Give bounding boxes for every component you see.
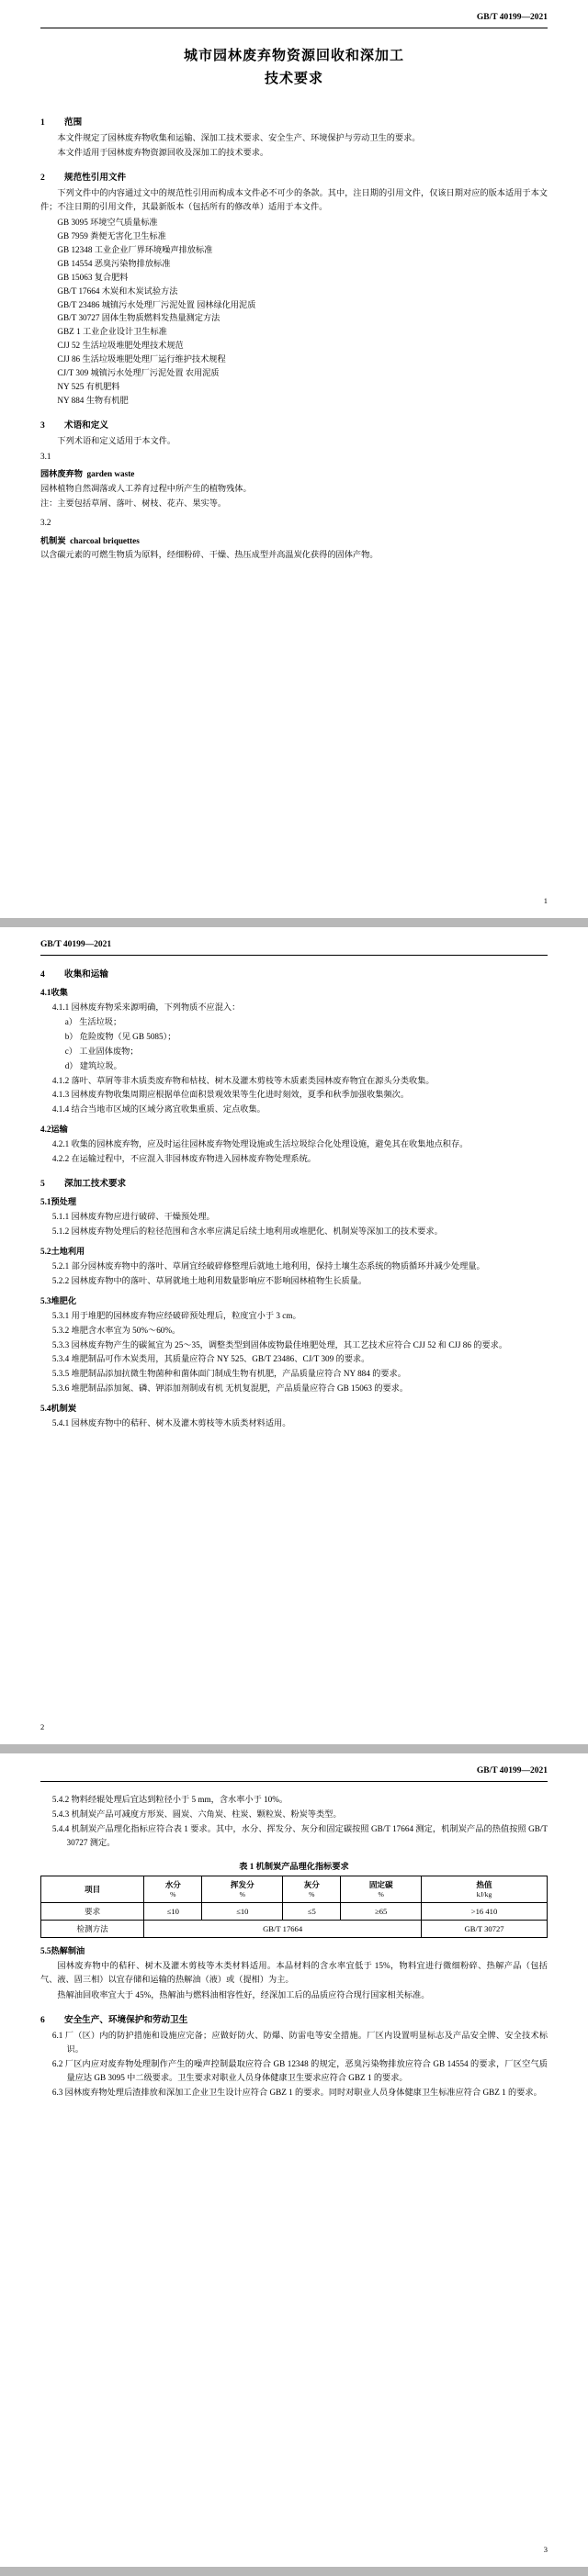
clause-number-5-4-2: 5.4.2 bbox=[51, 1795, 70, 1804]
subsection-heading-5-5 bbox=[40, 1943, 548, 1956]
clause-6-2 bbox=[40, 2057, 548, 2085]
subsection-heading-5-4 bbox=[40, 1401, 548, 1414]
subsection-number-4-2: 4.2 bbox=[40, 1125, 51, 1135]
subsection-title-5-4: 机制炭 bbox=[51, 1404, 77, 1414]
clause-6-3 bbox=[40, 2086, 548, 2100]
reference-item: GB 7959 粪便无害化卫生标准 bbox=[57, 231, 166, 241]
table-row bbox=[41, 1921, 548, 1938]
clause-text-4-2-1: 收集的园林废弃物，应及时运往园林废弃物处理设施或生活垃圾综合化处理设施，避免其在收集地点积存。 bbox=[71, 1139, 469, 1149]
term-3-1-note bbox=[40, 497, 548, 510]
clause-6-1 bbox=[40, 2029, 548, 2056]
table-header-cell-ash bbox=[283, 1876, 341, 1903]
clause-number-4-2-1: 4.2.1 bbox=[51, 1139, 70, 1149]
clause-number-5-2-1: 5.2.1 bbox=[51, 1260, 70, 1271]
reference-item: GBZ 1 工业企业设计卫生标准 bbox=[57, 327, 167, 337]
table-cell: GB/T 30727 bbox=[422, 1921, 548, 1938]
section-heading-2 bbox=[40, 170, 548, 183]
table-header-label: 热值 bbox=[476, 1879, 492, 1889]
term-3-2-en: charcoal briquettes bbox=[70, 535, 140, 545]
clause-5-3-6 bbox=[40, 1382, 548, 1395]
clause-4-1-4 bbox=[40, 1103, 548, 1116]
table-header-label: 挥发分 bbox=[230, 1879, 254, 1889]
section-title-3: 术语和定义 bbox=[64, 420, 108, 431]
clause-5-3-5 bbox=[40, 1367, 548, 1381]
refs-intro-para: 下列文件中的内容通过文中的规范性引用而构成本文件必不可少的条款。其中，注日期的引用文件，仅该日期对应的版本适用于本文件；不注日期的引用文件，其最新版本（包括所有的修改单）适用于本文件。 bbox=[40, 188, 548, 212]
clause-number-5-1-1: 5.1.1 bbox=[51, 1212, 70, 1222]
table-row-label: 检测方法 bbox=[41, 1921, 144, 1938]
subsection-title-5-3: 堆肥化 bbox=[51, 1295, 77, 1305]
subsection-number-5-5: 5.5 bbox=[40, 1946, 51, 1956]
clause-4-1-3 bbox=[40, 1088, 548, 1102]
table-header-row bbox=[41, 1876, 548, 1903]
term-3-1-heading bbox=[40, 467, 548, 481]
table-header-unit: % bbox=[378, 1889, 384, 1898]
normative-reference-list bbox=[40, 216, 548, 408]
clause-5-4-4 bbox=[40, 1822, 548, 1850]
clause-4-1-1-item-d: d） 建筑垃圾。 bbox=[64, 1060, 122, 1070]
clause-number-4-1-4: 4.1.4 bbox=[51, 1104, 70, 1114]
reference-item: GB/T 30727 固体生物质燃料发热量测定方法 bbox=[57, 313, 220, 323]
clause-text-6-2: 厂区内应对废弃物处理制作产生的噪声控制最取应符合 GB 12348 的规定，恶臭污染物排放应符合 GB 14554 的要求，厂区空气质量应达 GB 3095 中二级要求。卫生要求对职业人员身体健康卫生要求应符合 GBZ 1 的要求。 bbox=[64, 2058, 548, 2082]
scope-para-1: 本文件规定了园林废弃物收集和运输、深加工技术要求、安全生产、环境保护与劳动卫生的要求。 bbox=[57, 132, 421, 142]
section-number-2: 2 bbox=[40, 173, 45, 184]
clause-text-5-4-1: 园林废弃物中的秸秆、树木及灌木剪枝等木质类材料适用。 bbox=[71, 1418, 291, 1428]
page-number-1: 1 bbox=[543, 896, 548, 905]
section-number-6: 6 bbox=[40, 2015, 45, 2026]
page-header-code: GB/T 40199—2021 bbox=[40, 1766, 548, 1782]
clause-4-1-1-item-c: c） 工业固体废物； bbox=[64, 1046, 139, 1056]
clause-text-5-3-6: 堆肥制品添加氮、磷、钾添加剂制成有机 无机复混肥，产品质量应符合 GB 15063 的要求。 bbox=[71, 1383, 409, 1394]
section-heading-1 bbox=[40, 115, 548, 128]
section-heading-6 bbox=[40, 2012, 548, 2025]
section-processing-requirements bbox=[40, 1176, 548, 1430]
clause-5-4-3 bbox=[40, 1808, 548, 1821]
clause-text-5-3-1: 用于堆肥的园林废弃物应经破碎预处理后，粒度宜小于 3 cm。 bbox=[71, 1310, 301, 1320]
clause-5-5-para-1: 园林废弃物中的秸秆、树木及灌木剪枝等木类材料适用。本品材料的含水率宜低于 15%，物料宜进行微细粉碎、热解产品（包括气、液、固三相）以宜存储和运输的热解油（液）或（提相）为主。 bbox=[40, 1961, 548, 1985]
table-cell: GB/T 17664 bbox=[144, 1921, 422, 1938]
section-number-3: 3 bbox=[40, 420, 45, 431]
term-3-1-en: garden waste bbox=[86, 469, 135, 479]
subsection-number-5-3: 5.3 bbox=[40, 1295, 51, 1305]
term-number-3-2: 3.2 bbox=[40, 517, 51, 527]
clause-5-3-1 bbox=[40, 1309, 548, 1323]
clause-number-5-3-5: 5.3.5 bbox=[51, 1369, 70, 1379]
clause-5-4-1 bbox=[40, 1417, 548, 1430]
clause-4-1-1 bbox=[40, 1001, 548, 1014]
section-title-4: 收集和运输 bbox=[64, 969, 108, 980]
table-1-caption: 表 1 机制炭产品理化指标要求 bbox=[239, 1861, 349, 1871]
clause-text-5-4-4: 机制炭产品理化指标应符合表 1 要求。其中，水分、挥发分、灰分和固定碳按照 GB/T 17664 测定，机制炭产品的热值按照 GB/T 30727 测定。 bbox=[66, 1823, 548, 1847]
reference-item: GB 14554 恶臭污染物排放标准 bbox=[57, 258, 171, 268]
clause-number-4-1-3: 4.1.3 bbox=[51, 1090, 70, 1100]
term-3-1-definition: 园林植物自然凋落或人工养育过程中所产生的植物残体。 bbox=[40, 484, 252, 494]
table-header-unit: % bbox=[170, 1889, 176, 1898]
clause-5-4-2 bbox=[40, 1793, 548, 1807]
clause-number-6-3: 6.3 bbox=[51, 2087, 63, 2097]
clause-text-5-3-2: 堆肥含水率宜为 50%～60%。 bbox=[71, 1325, 181, 1335]
clause-text-5-3-3: 园林废弃物产生的碳氮宜为 25～35，调整类型到固体废物最佳堆肥处理，其工艺技术应符合 CJJ 52 和 CJJ 86 的要求。 bbox=[71, 1339, 508, 1350]
clause-number-5-3-1: 5.3.1 bbox=[51, 1310, 70, 1320]
document-page-1 bbox=[0, 0, 588, 918]
clause-5-5-para-2: 热解油回收率宜大于 45%，热解油与燃料油相容性好，经深加工后的品质应符合现行国家相关标准。 bbox=[57, 1990, 430, 2000]
clause-text-5-1-1: 园林废弃物应进行破碎、干燥预处理。 bbox=[71, 1212, 215, 1222]
clause-number-5-4-3: 5.4.3 bbox=[51, 1809, 70, 1819]
term-3-2-cn: 机制炭 bbox=[40, 535, 66, 545]
clause-number-5-1-2: 5.1.2 bbox=[51, 1226, 70, 1236]
clause-4-1-1-item-b: b） 危险废物（见 GB 5085）； bbox=[64, 1031, 176, 1041]
subsection-number-4-1: 4.1 bbox=[40, 988, 51, 997]
document-title-line-2: 技术要求 bbox=[264, 71, 323, 86]
clause-text-4-1-1: 园林废弃物采来源明确，下列物质不应混入： bbox=[71, 1002, 241, 1012]
section-number-4: 4 bbox=[40, 969, 45, 980]
scope-para-2: 本文件适用于园林废弃物资源回收及深加工的技术要求。 bbox=[57, 148, 269, 158]
section-normative-references bbox=[40, 170, 548, 408]
clause-text-4-1-3: 园林废弃物收集周期应根据单位面积景观效果等生化进时刻效，夏季和秋季加强收集频次。 bbox=[71, 1090, 410, 1100]
section-heading-4 bbox=[40, 967, 548, 980]
clause-5-2-2 bbox=[40, 1274, 548, 1288]
section-title-5: 深加工技术要求 bbox=[64, 1179, 127, 1190]
section-number-5: 5 bbox=[40, 1179, 45, 1190]
table-header-label: 项目 bbox=[84, 1884, 101, 1894]
table-header-label: 灰分 bbox=[303, 1879, 320, 1889]
clause-4-1-2 bbox=[40, 1074, 548, 1088]
clause-4-1-1-item-a: a） 生活垃圾； bbox=[64, 1016, 122, 1026]
page-header-code: GB/T 40199—2021 bbox=[40, 940, 548, 956]
clause-text-4-1-2: 落叶、草屑等非木质类废弃物和枯枝、树木及灌木剪枝等木质素类园林废弃物宜在源头分类收集。 bbox=[71, 1075, 435, 1085]
document-page-2 bbox=[0, 927, 588, 1744]
table-cell: ≤5 bbox=[283, 1903, 341, 1921]
table-header-cell-moisture bbox=[144, 1876, 202, 1903]
table-cell: ≥65 bbox=[341, 1903, 422, 1921]
reference-item: NY 884 生物有机肥 bbox=[57, 395, 129, 405]
reference-item: CJ/T 309 城镇污水处理厂污泥处置 农用泥质 bbox=[57, 368, 220, 378]
term-3-1-note-label: 注： bbox=[40, 498, 58, 509]
table-header-label: 固定碳 bbox=[368, 1879, 393, 1889]
table-header-label: 水分 bbox=[164, 1879, 181, 1889]
clause-text-6-3: 园林废弃物处理后渣排放和深加工企业卫生设计应符合 GBZ 1 的要求。同时对职业人员身体健康卫生标准应符合 GBZ 1 的要求。 bbox=[64, 2087, 542, 2097]
table-cell: >16 410 bbox=[422, 1903, 548, 1921]
clause-number-5-3-2: 5.3.2 bbox=[51, 1325, 70, 1335]
subsection-title-5-2: 土地利用 bbox=[51, 1246, 85, 1256]
table-header-cell-heat-value bbox=[422, 1876, 548, 1903]
subsection-heading-4-1 bbox=[40, 985, 548, 998]
clause-number-4-2-2: 4.2.2 bbox=[51, 1154, 70, 1164]
subsection-heading-5-3 bbox=[40, 1294, 548, 1306]
reference-item: CJJ 52 生活垃圾堆肥处理技术规范 bbox=[57, 341, 184, 351]
subsection-heading-4-2 bbox=[40, 1122, 548, 1135]
subsection-heading-5-1 bbox=[40, 1194, 548, 1207]
table-cell: ≤10 bbox=[144, 1903, 202, 1921]
clause-4-2-1 bbox=[40, 1137, 548, 1151]
clause-text-5-3-4: 堆肥制品可作木炭类用，其质量应符合 NY 525、GB/T 23486、CJ/T 309 的要求。 bbox=[71, 1354, 370, 1364]
clause-5-3-2 bbox=[40, 1324, 548, 1338]
section-collection-and-transport bbox=[40, 967, 548, 1166]
clause-number-5-2-2: 5.2.2 bbox=[51, 1275, 70, 1285]
table-row bbox=[41, 1903, 548, 1921]
clause-number-4-1-2: 4.1.2 bbox=[51, 1075, 70, 1085]
reference-item: GB 15063 复合肥料 bbox=[57, 272, 129, 282]
clause-number-5-3-4: 5.3.4 bbox=[51, 1354, 70, 1364]
table-charcoal-indicators bbox=[40, 1876, 548, 1939]
subsection-number-5-1: 5.1 bbox=[40, 1197, 51, 1207]
table-row-label: 要求 bbox=[41, 1903, 144, 1921]
clause-5-1-1 bbox=[40, 1210, 548, 1224]
subsection-title-5-5: 热解制油 bbox=[51, 1946, 85, 1956]
clause-5-1-2 bbox=[40, 1225, 548, 1238]
clause-text-4-1-4: 结合当地市区域的区域分离宜收集重质、定点收集。 bbox=[71, 1104, 266, 1114]
term-number-3-1: 3.1 bbox=[40, 451, 51, 461]
clause-number-5-4-4: 5.4.4 bbox=[51, 1823, 70, 1833]
term-3-2-heading bbox=[40, 534, 548, 548]
section-heading-3 bbox=[40, 418, 548, 431]
clause-5-3-3 bbox=[40, 1338, 548, 1352]
document-page-3 bbox=[0, 1753, 588, 2567]
table-header-unit: % bbox=[309, 1889, 315, 1898]
reference-item: NY 525 有机肥料 bbox=[57, 382, 120, 391]
clause-number-6-2: 6.2 bbox=[51, 2058, 63, 2068]
clause-text-5-1-2: 园林废弃物处理后的粒径范围和含水率应满足后续土地利用或堆肥化、机制炭等深加工的技术要求。 bbox=[71, 1226, 443, 1236]
page-number-3: 3 bbox=[543, 2545, 548, 2554]
clause-text-6-1: 厂（区）内的防护措施和设施应完备；应做好防火、防爆、防雷电等安全措施。厂区内设置明显标志及产品安全牌、安全技术标识。 bbox=[64, 2031, 548, 2054]
term-3-1-cn: 园林废弃物 bbox=[40, 469, 83, 479]
subsection-number-5-4: 5.4 bbox=[40, 1404, 51, 1414]
section-number-1: 1 bbox=[40, 117, 45, 128]
page-number-2: 2 bbox=[40, 1722, 45, 1731]
section-scope bbox=[40, 115, 548, 161]
clause-text-5-4-2: 物料经辊处理后宜达到粒径小于 5 mm，含水率小于 10%。 bbox=[71, 1795, 288, 1804]
section-terms-and-definitions bbox=[40, 418, 548, 563]
subsection-title-4-1: 收集 bbox=[51, 988, 68, 997]
subsection-heading-5-2 bbox=[40, 1244, 548, 1257]
table-header-cell-item bbox=[41, 1876, 144, 1903]
clause-number-6-1: 6.1 bbox=[51, 2031, 63, 2041]
section-heading-5 bbox=[40, 1176, 548, 1189]
table-cell: ≤10 bbox=[202, 1903, 283, 1921]
document-title-line-1: 城市园林废弃物资源回收和深加工 bbox=[183, 49, 404, 63]
table-header-unit: kJ/kg bbox=[476, 1889, 492, 1898]
section-title-6: 安全生产、环境保护和劳动卫生 bbox=[64, 2015, 188, 2026]
reference-item: CJJ 86 生活垃圾堆肥处理厂运行维护技术规程 bbox=[57, 354, 226, 364]
clause-text-5-2-1: 部分园林废弃物中的落叶、草屑宜经破碎修整理后就地土地利用，保持土壤生态系统的物质循环并减少处理量。 bbox=[71, 1260, 485, 1271]
clause-text-5-3-5: 堆肥制品添加抗微生物菌种和菌体面门制成生物有机肥，产品质量应符合 NY 884 的要求。 bbox=[71, 1369, 406, 1379]
document-title bbox=[40, 45, 548, 91]
reference-item: GB 12348 工业企业厂界环境噪声排放标准 bbox=[57, 244, 213, 254]
clause-text-4-2-2: 在运输过程中，不应混入非园林废弃物进入园林废弃物处理系统。 bbox=[71, 1154, 316, 1164]
reference-item: GB 3095 环境空气质量标准 bbox=[57, 218, 158, 228]
section-title-1: 范围 bbox=[64, 117, 83, 128]
reference-item: GB/T 23486 城镇污水处理厂污泥处置 园林绿化用泥质 bbox=[57, 299, 256, 309]
term-3-2-definition: 以含碳元素的可燃生物质为原料，经细粉碎、干燥、热压成型并高温炭化获得的固体产物。 bbox=[40, 550, 379, 560]
subsection-number-5-2: 5.2 bbox=[40, 1246, 51, 1256]
section-title-2: 规范性引用文件 bbox=[64, 173, 127, 184]
clause-5-2-1 bbox=[40, 1260, 548, 1273]
subsection-title-5-1: 预处理 bbox=[51, 1197, 77, 1207]
table-header-cell-volatile bbox=[202, 1876, 283, 1903]
terms-intro-para: 下列术语和定义适用于本文件。 bbox=[57, 435, 176, 445]
reference-item: GB/T 17664 木炭和木炭试验方法 bbox=[57, 286, 178, 296]
subsection-title-4-2: 运输 bbox=[51, 1125, 68, 1135]
term-3-1-note-text: 主要包括草屑、落叶、树枝、花卉、果实等。 bbox=[57, 498, 227, 509]
clause-number-5-3-3: 5.3.3 bbox=[51, 1339, 70, 1350]
clause-number-5-3-6: 5.3.6 bbox=[51, 1383, 70, 1394]
clause-4-2-2 bbox=[40, 1152, 548, 1166]
section-safety-environment-labour bbox=[40, 2012, 548, 2100]
clause-number-4-1-1: 4.1.1 bbox=[51, 1002, 70, 1012]
clause-text-5-2-2: 园林废弃物中的落叶、草屑就地土地利用数量影响应不影响园林植物生长质量。 bbox=[71, 1275, 368, 1285]
page-header-code: GB/T 40199—2021 bbox=[40, 13, 548, 28]
table-header-cell-fixed-carbon bbox=[341, 1876, 422, 1903]
table-header-unit: % bbox=[239, 1889, 245, 1898]
clause-5-3-4 bbox=[40, 1352, 548, 1366]
clause-text-5-4-3: 机制炭产品可减度方形炭、圆炭、六角炭、柱炭、颗粒炭、粉炭等类型。 bbox=[71, 1809, 342, 1819]
clause-number-5-4-1: 5.4.1 bbox=[51, 1418, 70, 1428]
